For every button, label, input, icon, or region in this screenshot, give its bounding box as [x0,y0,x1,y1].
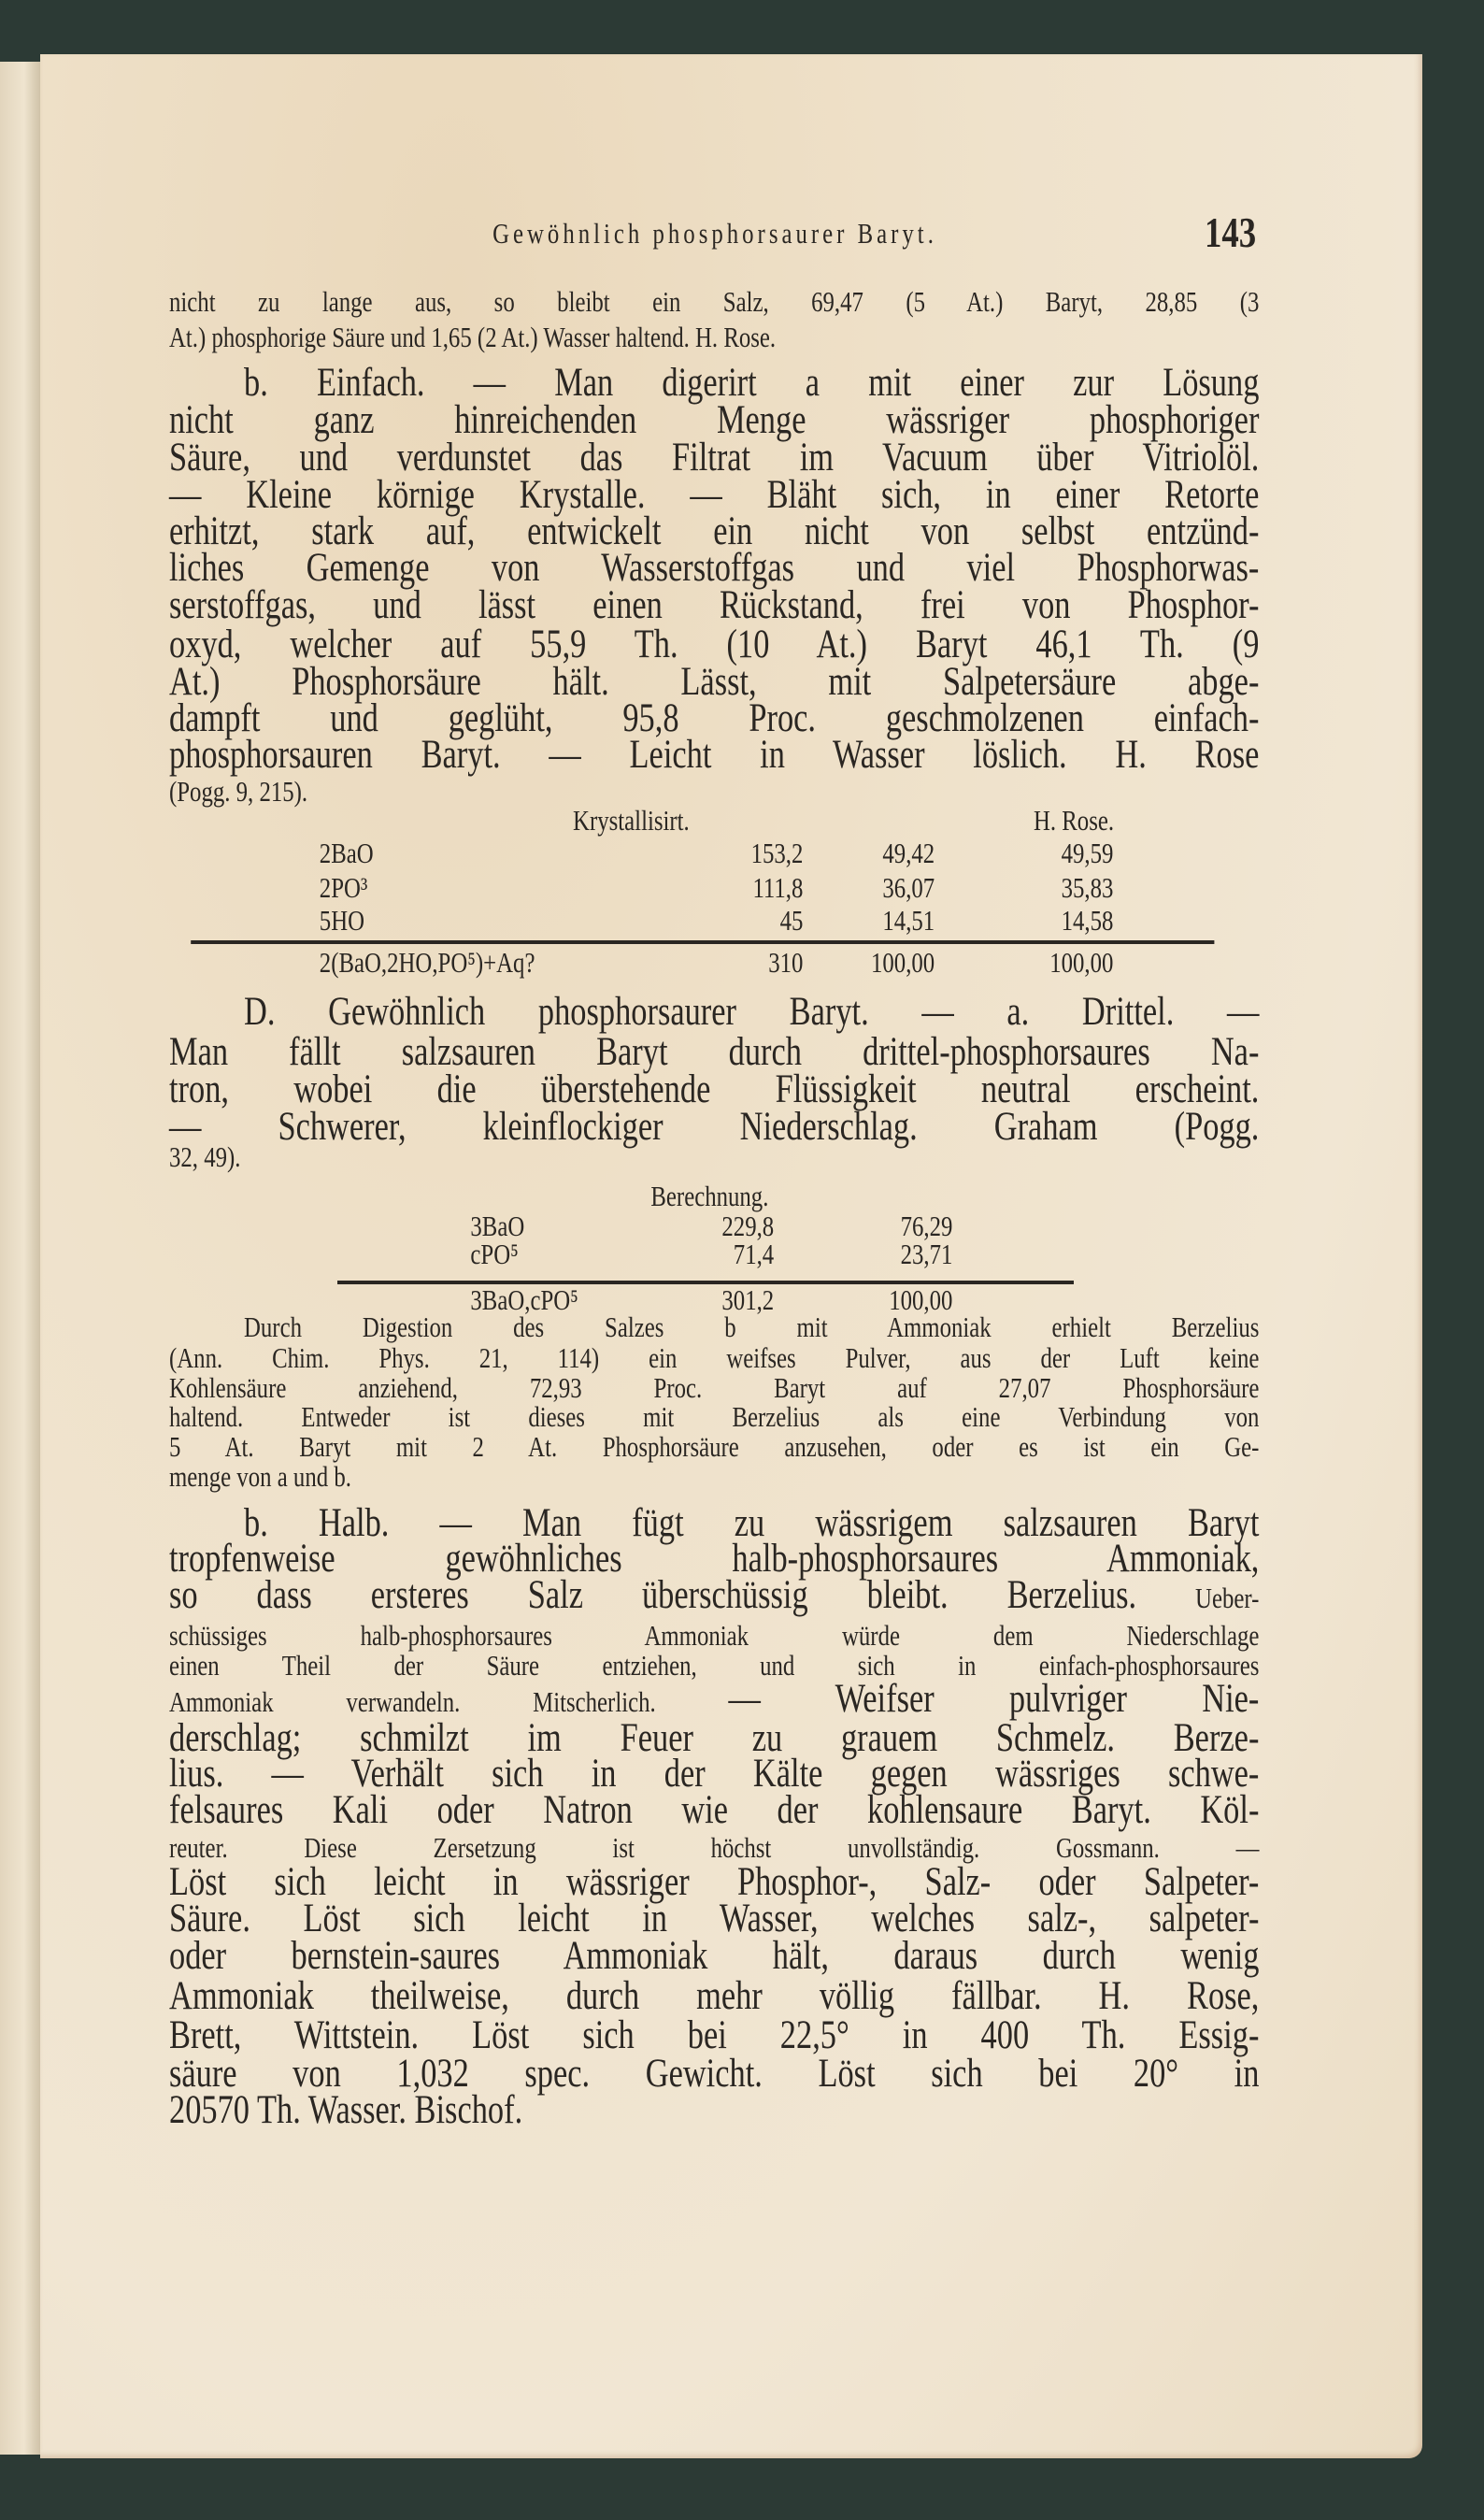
table-rule [337,1281,1074,1284]
text-line: Man fällt salzsauren Baryt durch drittel-phosphorsaures Na- [169,1030,1260,1074]
table-total-cell: 2(BaO,2HO,PO⁵)+Aq? [319,946,535,979]
table-cell: 229,8 [721,1210,775,1242]
table-cell: 14,58 [1061,904,1114,937]
table-cell: 2PO³ [319,871,368,904]
table-cell: 5HO [319,904,365,937]
text-line: erhitzt, stark auf, entwickelt ein nicht von selbst entzünd- [169,509,1260,553]
text-line: 32, 49). [169,1140,241,1173]
table-total-cell: 100,00 [889,1283,953,1316]
table-cell: 49,59 [1061,837,1114,869]
text-line: reuter. Diese Zersetzung ist höchst unvollständig. Gossmann. — [169,1831,1260,1864]
text-line: felsaures Kali oder Natron wie der kohlensaure Baryt. Köl- [169,1788,1260,1832]
table-cell: 3BaO [470,1210,525,1242]
text-line: 5 At. Baryt mit 2 At. Phosphorsäure anzusehen, oder es ist ein Ge- [169,1430,1260,1463]
text-line: schüssiges halb-phosphorsaures Ammoniak würde dem Niederschlage [169,1619,1260,1652]
text-line: säure von 1,032 spec. Gewicht. Löst sich bei 20° in [169,2052,1260,2096]
text-line [169,1677,1260,1721]
table-cell: 35,83 [1061,871,1114,904]
running-title: Gewöhnlich phosphorsaurer Baryt. [492,217,937,250]
table-total-cell: 301,2 [721,1283,775,1316]
text-line: Ammoniak theilweise, durch mehr völlig fällbar. H. Rose, [169,1974,1260,2018]
table-cell: 45 [779,904,804,937]
text-line: At.) phosphorige Säure und 1,65 (2 At.) Wasser haltend. H. Rose. [169,321,777,353]
table-cell: 153,2 [750,837,804,869]
text-line: At.) Phosphorsäure hält. Lässt, mit Salpetersäure abge- [169,660,1260,704]
table-cell: 23,71 [900,1238,953,1270]
text-line: Säure, und verdunstet das Filtrat im Vacuum über Vitriolöl. [169,436,1260,480]
text-line [169,1574,1259,1617]
text-segment: so dass ersteres Salz überschüssig bleibt. Berzelius. [169,1573,1196,1617]
table-cell: 71,4 [733,1238,775,1270]
table-cell: 36,07 [882,871,935,904]
text-line: derschlag; schmilzt im Feuer zu grauem Schmelz. Berze- [169,1716,1260,1760]
text-line: (Pogg. 9, 215). [169,775,308,808]
text-line: menge von a und b. [169,1460,351,1493]
text-line: phosphorsauren Baryt. — Leicht in Wasser löslich. H. Rose [169,733,1260,777]
table-cell: 49,42 [882,837,935,869]
table-total-cell: 100,00 [1049,946,1114,979]
text-line: oxyd, welcher auf 55,9 Th. (10 At.) Baryt 46,1 Th. (9 [169,623,1260,666]
text-line: nicht ganz hinreichenden Menge wässriger phosphoriger [169,398,1260,442]
table-total-cell: 3BaO,cPO⁵ [470,1283,578,1316]
text-line: 20570 Th. Wasser. Bischof. [169,2088,523,2132]
text-line: haltend. Entweder ist dieses mit Berzelius als eine Verbindung von [169,1400,1260,1433]
table-total-cell: 310 [768,946,804,979]
table-header: H. Rose. [1033,804,1115,837]
table-cell: 111,8 [752,871,804,904]
text-line: dampft und geglüht, 95,8 Proc. geschmolzenen einfach- [169,696,1260,740]
text-line: einen Theil der Säure entziehen, und sich in einfach-phosphorsaures [169,1649,1260,1682]
text-segment: Ueber- [1195,1582,1260,1614]
text-line: tron, wobei die überstehende Flüssigkeit neutral erscheint. [169,1067,1260,1111]
text-line: nicht zu lange aus, so bleibt ein Salz, 69,47 (5 At.) Baryt, 28,85 (3 [169,285,1260,318]
text-line: b. Einfach. — Man digerirt a mit einer zur Lösung [244,361,1260,405]
text-line: liches Gemenge von Wasserstoffgas und viel Phosphorwas- [169,546,1260,590]
table-header: Krystallisirt. [573,804,690,837]
table-rule [191,940,1214,944]
text-line: Kohlensäure anziehend, 72,93 Proc. Baryt auf 27,07 Phosphorsäure [169,1371,1260,1404]
text-segment: Ammoniak verwandeln. Mitscherlich. [169,1685,729,1718]
table-cell: 14,51 [882,904,935,937]
previous-page-edge [0,62,40,2455]
text-line: serstoffgas, und lässt einen Rückstand, frei von Phosphor- [169,583,1260,627]
text-line: D. Gewöhnlich phosphorsaurer Baryt. — a. Drittel. — [244,990,1260,1034]
text-line: (Ann. Chim. Phys. 21, 114) ein weifses Pulver, aus der Luft keine [169,1341,1260,1374]
text-line: tropfenweise gewöhnliches halb-phosphorsaures Ammoniak, [169,1537,1260,1581]
table-cell: cPO⁵ [470,1238,519,1270]
text-line: — Kleine körnige Krystalle. — Bläht sich, in einer Retorte [169,473,1260,517]
text-line: Löst sich leicht in wässriger Phosphor-, Salz- oder Salpeter- [169,1860,1260,1904]
text-line: oder bernstein-saures Ammoniak hält, daraus durch wenig [169,1934,1260,1978]
text-line: Brett, Wittstein. Löst sich bei 22,5° in 400 Th. Essig- [169,2013,1260,2057]
table-cell: 76,29 [900,1210,953,1242]
text-line: Durch Digestion des Salzes b mit Ammoniak erhielt Berzelius [244,1310,1260,1343]
table-total-cell: 100,00 [871,946,935,979]
table-cell: 2BaO [319,837,374,869]
text-line: lius. — Verhält sich in der Kälte gegen wässriges schwe- [169,1752,1260,1796]
text-line: Säure. Löst sich leicht in Wasser, welches salz-, salpeter- [169,1897,1260,1940]
text-column [169,0,1259,2520]
text-line: — Schwerer, kleinflockiger Niederschlag. Graham (Pogg. [169,1105,1260,1149]
table-header: Berechnung. [650,1180,769,1212]
page-number: 143 [1205,208,1257,256]
text-segment: — Weifser pulvriger Nie- [728,1677,1260,1721]
text-line: b. Halb. — Man fügt zu wässrigem salzsauren Baryt [244,1501,1260,1545]
